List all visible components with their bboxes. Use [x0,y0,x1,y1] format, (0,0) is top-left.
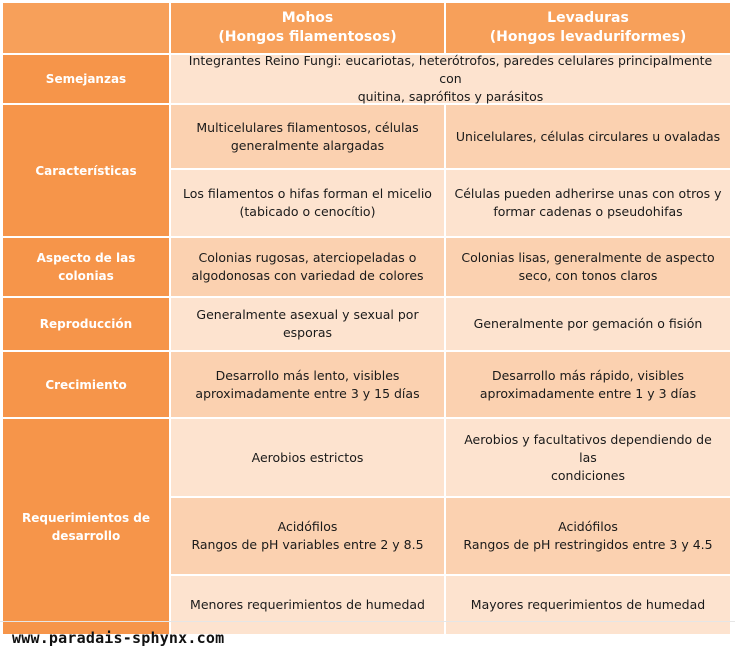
cell-text: aproximadamente entre 3 y 15 días [195,385,420,401]
cell-crecimiento-mohos [171,352,444,417]
cell-caracteristicas-levaduras-1: Unicelulares, células circulares u ovaladas [446,105,730,168]
cell-requerimientos-mohos-1: Aerobios estrictos [171,419,444,496]
row-label-crecimiento: Crecimiento [3,352,169,417]
cell-text: Desarrollo más rápido, visibles [491,367,684,383]
row-label-aspecto: Aspecto de las colonias [3,238,169,296]
header-corner [3,3,169,53]
cell-reproduccion-levaduras: Generalmente por gemación o fisión [446,298,730,350]
cell-text: Los filamentos o hifas forman el micelio [183,186,432,201]
semejanzas-text-line2: quitina, saprófitos y parásitos [357,89,544,104]
cell-caracteristicas-mohos-2 [171,170,444,236]
cell-crecimiento-levaduras [446,352,730,417]
watermark-url: www.paradais-sphynx.com [12,629,225,647]
cell-text: formar cadenas o pseudohifas [493,204,683,219]
header-levaduras [446,3,730,53]
header-levaduras-subtitle: (Hongos levaduriformes) [489,29,687,45]
cell-text: Multicelulares filamentosos, células [196,119,419,135]
row-label-line: desarrollo [51,528,121,543]
cell-text: Colonias rugosas, aterciopeladas o [198,250,417,265]
cell-text: condiciones [551,467,625,483]
cell-semejanzas [171,55,730,103]
row-label-requerimientos [3,419,169,634]
cell-text: algodonosas con variedad de colores [191,268,424,283]
cell-text: generalmente alargadas [230,137,385,153]
comparison-table [3,3,730,621]
cell-text: (tabicado o cenocítio) [239,204,376,219]
header-levaduras-title: Levaduras [547,10,629,26]
cell-text: aproximadamente entre 1 y 3 días [479,385,697,401]
cell-text: Rangos de pH restringidos entre 3 y 4.5 [463,537,713,552]
cell-requerimientos-levaduras-3: Mayores requerimientos de humedad [446,576,730,634]
cell-text: Aerobios y facultativos dependiendo de las [464,431,712,465]
row-label-caracteristicas: Características [3,105,169,236]
cell-aspecto-levaduras [446,238,730,296]
header-mohos-title: Mohos [281,10,334,26]
cell-caracteristicas-mohos-1 [171,105,444,168]
footer-divider [0,621,735,622]
cell-aspecto-mohos [171,238,444,296]
row-label-semejanzas: Semejanzas [3,55,169,103]
row-label-reproduccion: Reproducción [3,298,169,350]
cell-text: Colonias lisas, generalmente de aspecto [461,250,715,265]
cell-text: Células pueden adherirse unas con otros y [454,186,722,201]
cell-requerimientos-mohos-3: Menores requerimientos de humedad [171,576,444,634]
header-mohos-subtitle: (Hongos filamentosos) [218,29,397,45]
header-mohos [171,3,444,53]
cell-requerimientos-levaduras-1 [446,419,730,496]
cell-text: Acidófilos [558,519,618,534]
cell-reproduccion-mohos [171,298,444,350]
cell-requerimientos-levaduras-2 [446,498,730,574]
row-label-line: Requerimientos de [21,510,150,525]
cell-text: Acidófilos [277,519,338,534]
cell-text: Generalmente asexual y sexual por [196,307,419,322]
cell-caracteristicas-levaduras-2 [446,170,730,236]
cell-text: esporas [282,325,333,340]
cell-requerimientos-mohos-2 [171,498,444,574]
cell-text: Desarrollo más lento, visibles [215,367,400,383]
semejanzas-text-line1: Integrantes Reino Fungi: eucariotas, heterótrofos, paredes celulares principalmente con [188,53,713,86]
cell-text: Rangos de pH variables entre 2 y 8.5 [191,537,424,552]
cell-text: seco, con tonos claros [518,268,658,283]
